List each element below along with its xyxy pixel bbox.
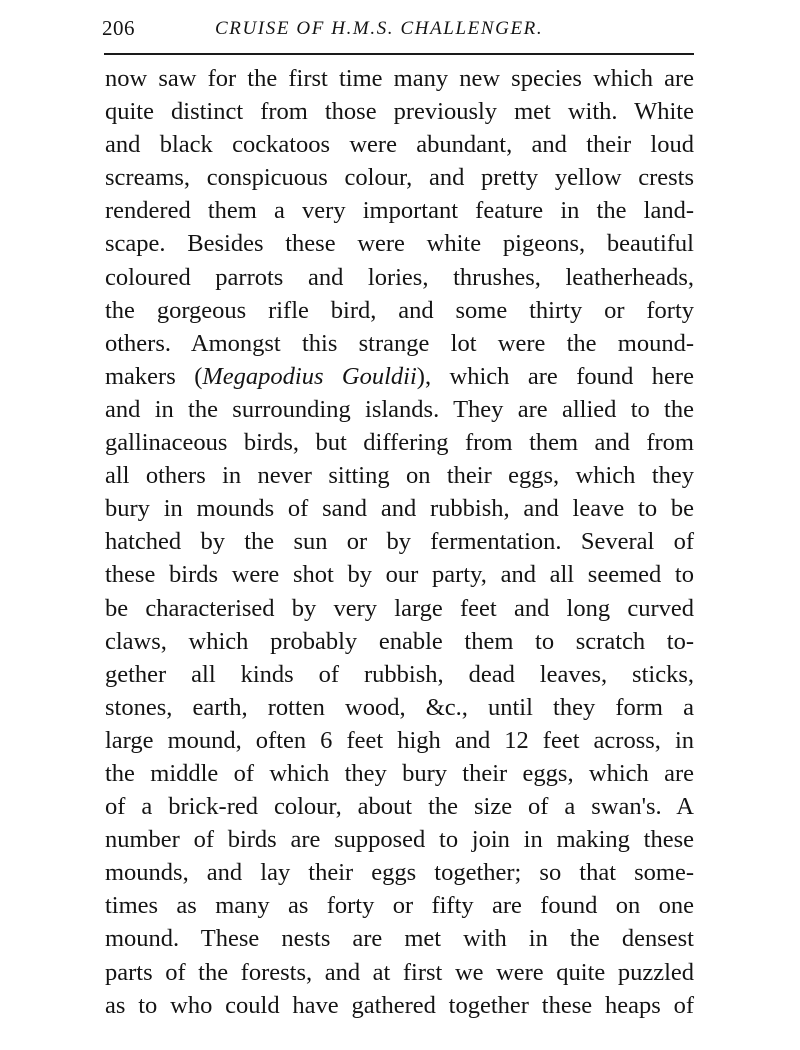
text-line: parts of the forests, and at first we were quite puzzled (105, 958, 694, 986)
text-segment: ), which are found here (416, 362, 694, 390)
text-segment: makers ( (105, 362, 203, 390)
text-line: these birds were shot by our party, and all seemed to (105, 561, 694, 589)
text-line: all others in never sitting on their eggs, which they (105, 462, 694, 490)
page-number: 206 (102, 16, 135, 40)
text-line: gallinaceous birds, but differing from them and from (105, 429, 694, 457)
text-line: bury in mounds of sand and rubbish, and leave to be (105, 495, 694, 523)
text-line: coloured parrots and lories, thrushes, leatherheads, (105, 263, 694, 291)
text-line: be characterised by very large feet and long curved (105, 594, 694, 622)
text-line: large mound, often 6 feet high and 12 feet across, in (105, 726, 694, 754)
text-line: quite distinct from those previously met with. White (105, 98, 694, 126)
running-head: CRUISE OF H.M.S. CHALLENGER. (215, 18, 544, 39)
text-line: screams, conspicuous colour, and pretty yellow crests (105, 164, 694, 192)
text-line: claws, which probably enable them to scratch to- (105, 627, 694, 655)
text-line: scape. Besides these were white pigeons, beautiful (105, 230, 694, 258)
text-line: and in the surrounding islands. They are allied to the (105, 395, 694, 423)
text-line: stones, earth, rotten wood, &c., until they form a (105, 693, 694, 721)
text-line: times as many as forty or fifty are found on one (105, 892, 694, 920)
text-line: mounds, and lay their eggs together; so that some- (105, 859, 694, 887)
species-name: Megapodius Gouldii (202, 362, 417, 390)
header-rule (104, 53, 694, 55)
text-line: now saw for the first time many new species which are (105, 65, 694, 92)
text-line: and black cockatoos were abundant, and their loud (105, 131, 694, 159)
text-line: of a brick-red colour, about the size of a swan's. A (105, 793, 694, 821)
text-line: rendered them a very important feature in the land- (105, 197, 694, 225)
text-line: as to who could have gathered together these heaps of (105, 991, 694, 1019)
text-line: the middle of which they bury their eggs, which are (105, 759, 694, 787)
text-line: gether all kinds of rubbish, dead leaves, sticks, (105, 660, 694, 688)
text-line: number of birds are supposed to join in making these (105, 826, 694, 854)
text-line-species (105, 360, 694, 393)
text-line: hatched by the sun or by fermentation. Several of (105, 528, 694, 556)
text-line: the gorgeous rifle bird, and some thirty or forty (105, 296, 694, 324)
text-line: mound. These nests are met with in the densest (105, 925, 694, 953)
body-text (105, 62, 694, 1022)
text-line: others. Amongst this strange lot were the mound- (105, 329, 694, 357)
